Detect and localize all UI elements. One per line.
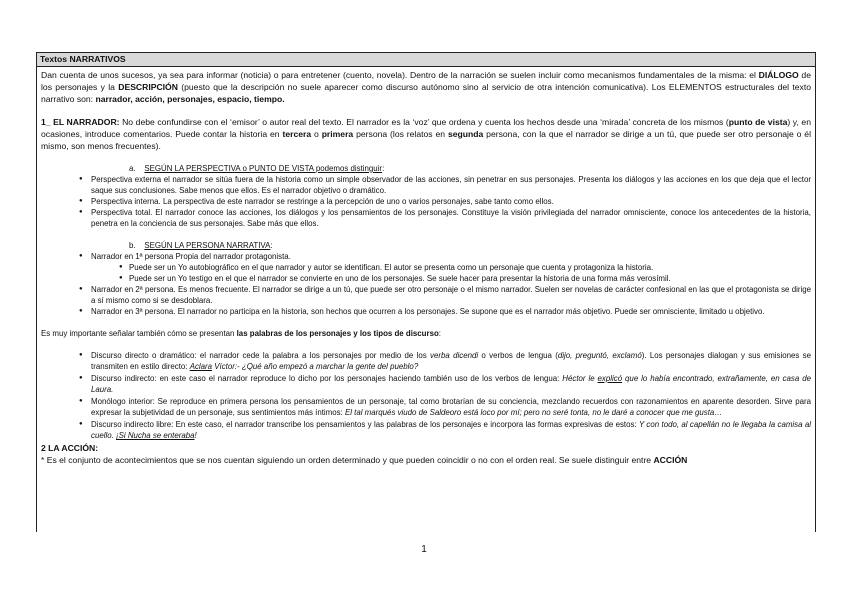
discurso-list (41, 350, 811, 441)
accion-title: 2 LA ACCIÓN: (41, 443, 99, 453)
perspectiva-heading (129, 163, 811, 174)
intro-text-2: de los personajes y la (41, 70, 811, 92)
list-item: ● Puede ser un Yo testigo en el que el narrador se convierte en uno de los personajes. Se suele hacer para presentar la historia de una forma más verosímil. (129, 273, 811, 284)
text: Discurso directo o dramático: el narrador cede la palabra a los personajes por medio de los (91, 351, 431, 360)
italic: Y con todo, al capellán no le llegaba la camisa al cuello. (91, 420, 811, 440)
narrador-paragraph (41, 116, 811, 152)
item-text: La perspectiva de este narrador se restringe a la percepción de uno o varios personajes, sabe tanto como ellos. (160, 197, 554, 206)
accion-paragraph (41, 454, 811, 466)
list-item (91, 251, 811, 284)
intro-text-3: (puesto que la descripción no suele aparecer como discurso autónomo sino al servicio de otra intención comunicativa). Los ELEMENTOS estructurales del texto narrativo son: (41, 82, 811, 104)
underlined-italic: explicó (597, 374, 623, 383)
accion-heading (41, 442, 811, 454)
text: o verbos de lengua ( (478, 351, 558, 360)
table-content (37, 67, 815, 466)
item-text: el narrador se sitúa fuera de la historia como un simple observador de las acciones, sin penetrar en sus personajes. Presenta los diálogos y las acciones en los que deja que el lector saque sus conclusiones. Sabe menos que ellos. Es el narrador objetivo o dramático. (91, 175, 811, 195)
italic: ! (194, 431, 197, 440)
discurso-directo (91, 350, 811, 372)
narrador-bold-4: segunda (447, 129, 484, 139)
text: Monólogo interior: Se reproduce en primera persona los pensamientos de un personaje, tal como brotarían de su conciencia, mezclando recuerdos con razonamientos en aparente desorden. Sirve para expresar la subjetividad de un personaje, sus sentimientos más íntimos: (91, 397, 811, 417)
list-item (91, 196, 811, 207)
list-item: ● Puede ser un Yo autobiográfico en el que narrador y autor se identifican. El autor se presenta como un personaje que cuenta y protagoniza la historia. (129, 262, 811, 273)
text: Discurso indirecto: en este caso el narrador reproduce lo dicho por los personajes haciendo también uso de los verbos de lengua: (91, 374, 563, 383)
page-number: 1 (421, 544, 427, 555)
list-item (91, 207, 811, 229)
persona-first: Narrador en 1ª persona Propia del narrador protagonista. (91, 252, 291, 261)
table-header: Textos NARRATIVOS (37, 53, 815, 67)
italic: verba dicendi (430, 351, 479, 360)
italic: Víctor:- ¿Qué año empezó a marchar la gente del pueblo? (212, 362, 419, 371)
italic: que lo había encontrado, extrañamente, en casa de Laura. (91, 374, 811, 394)
spacer (41, 152, 811, 161)
document-table (36, 52, 816, 532)
persona-label: b. (129, 241, 136, 250)
palabras-paragraph (41, 328, 811, 339)
persona-title: SEGÚN LA PERSONA NARRATIVA (144, 241, 271, 250)
list-item (91, 174, 811, 196)
text: Discurso indirecto libre: En este caso, el narrador transcribe los pensamientos y las palabras de los personajes e incorpora las formas expresivas de estos: (91, 420, 639, 429)
persona-heading (129, 240, 811, 251)
intro-bold-descripcion: DESCRIPCIÓN (118, 82, 178, 92)
spacer (41, 105, 811, 116)
palabras-text-2: : (438, 329, 441, 338)
palabras-text-1: Es muy importante señalar también cómo se presentan (41, 329, 237, 338)
spacer (41, 317, 811, 328)
italic: Héctor le (562, 374, 598, 383)
persona-colon: : (270, 241, 273, 250)
italic: El tal marqués viudo de Saldeoro está loco por mí; pero no seré tonta, no le daré a conocer que me gusta… (344, 408, 723, 417)
perspectiva-label: a. (129, 164, 136, 173)
narrador-heading: 1_ EL NARRADOR: (41, 117, 120, 127)
item-text: El narrador conoce las acciones, los diálogos y los pensamientos de los personajes. Constituye la visión privilegiada del narrador omnisciente, conoce los antecedentes de la historia, penetra en la conciencia de sus personajes. Sabe más que ellos. (91, 208, 811, 228)
narrador-bold-1: punto de vista (728, 117, 788, 127)
narrador-bold-3: primera (321, 129, 354, 139)
narrador-text-2: ) y, en ocasiones, introduce comentarios. Puede contar la historia en (41, 117, 811, 139)
intro-text-1: Dan cuenta de unos sucesos, ya sea para informar (noticia) o para entretener (cuento, novela). Dentro de la narración se suelen incluir como mecanismos fundamentales de la misma: el (41, 70, 759, 80)
palabras-bold: las palabras de los personajes y los tipos de discurso (236, 329, 439, 338)
underlined-italic: Aclara (189, 362, 213, 371)
spacer (41, 339, 811, 350)
narrador-bold-2: tercera (282, 129, 312, 139)
discurso-indirecto (91, 373, 811, 395)
persona-sublist (91, 262, 811, 284)
discurso-indirecto-libre (91, 419, 811, 441)
perspectiva-title: SEGÚN LA PERSPECTIVA o PUNTO DE VISTA podemos distinguir (144, 164, 383, 173)
item-lead: Perspectiva total. (91, 208, 153, 217)
perspectiva-colon: : (382, 164, 385, 173)
perspectiva-list (41, 174, 811, 229)
narrador-text-1: No debe confundirse con el ‘emisor’ o autor real del texto. El narrador es la ‘voz’ que ordena y cuenta los hechos desde una ‘mirada’ concreta de los mismos ( (119, 117, 729, 127)
intro-bold-dialogo: DIÁLOGO (758, 70, 799, 80)
item-lead: Perspectiva interna. (91, 197, 161, 206)
list-item: ● Narrador en 2ª persona. Es menos frecuente. El narrador se dirige a un tú, que puede ser otro personaje o el mismo narrador. Suelen ser novelas de carácter confesional en las que el protagonista se dirige a sí mismo como si se desdoblara. (91, 284, 811, 306)
list-item: ● Narrador en 3ª persona. El narrador no participa en la historia, son hechos que ocurren a los personajes. Se supone que es el narrador más objetivo. Puede ser omnisciente, limitado u objetivo. (91, 306, 811, 317)
accion-bold: ACCIÓN (653, 455, 688, 465)
persona-list (41, 251, 811, 317)
underlined-italic: ¡Si Nucha se enteraba (116, 431, 195, 440)
spacer (41, 229, 811, 238)
text: ). Los personajes dialogan y sus emisiones se transmiten en estilo directo: (91, 351, 811, 371)
italic: dijo, preguntó, exclamó (557, 351, 642, 360)
monologo-interior (91, 396, 811, 418)
narrador-text-5: persona, con la que el narrador se dirige a un tú, que puede ser otro personaje o él mismo, son menos frecuentes). (41, 129, 811, 151)
intro-paragraph (41, 69, 811, 105)
item-lead: Perspectiva externa (91, 175, 162, 184)
narrador-text-4: persona (los relatos en (353, 129, 448, 139)
intro-bold-elementos: narrador, acción, personajes, espacio, tiempo. (95, 94, 285, 104)
narrador-text-3: o (311, 129, 322, 139)
accion-text: * Es el conjunto de acontecimientos que se nos cuentan siguiendo un orden determinado y que pueden coincidir o no con el orden real. Se suele distinguir entre (41, 455, 654, 465)
